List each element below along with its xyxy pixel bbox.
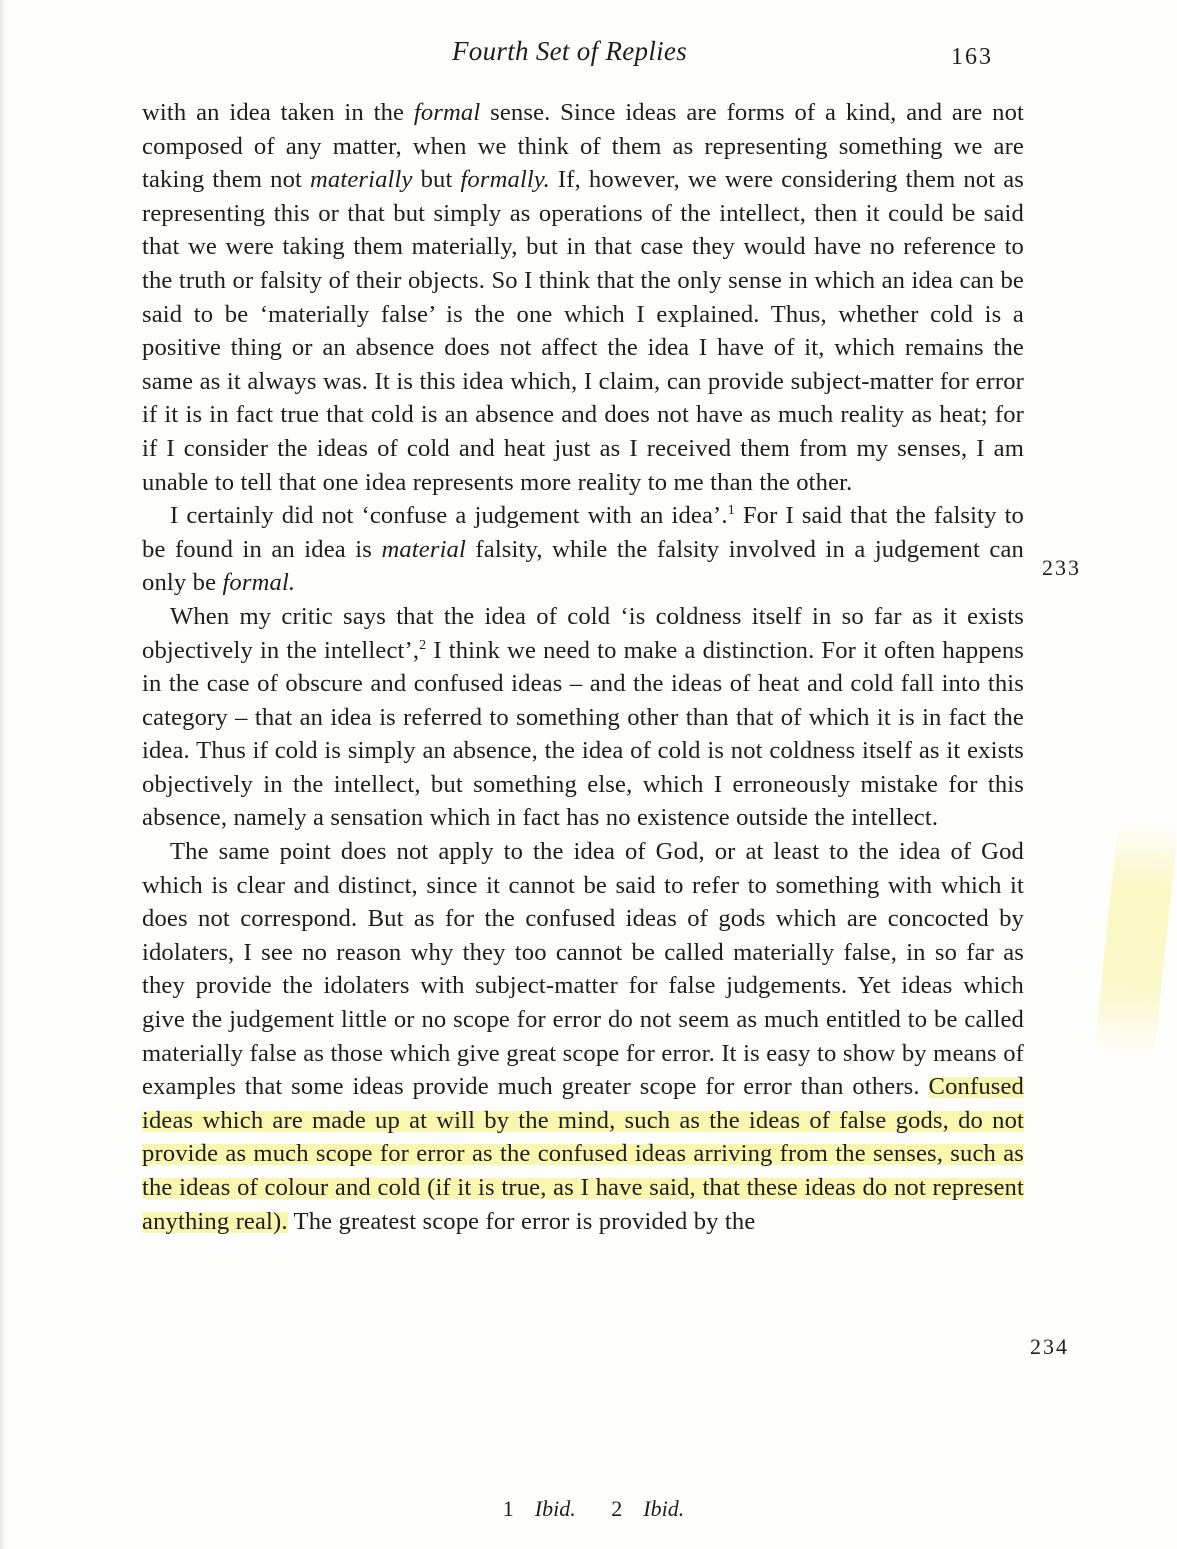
margin-reference-number: 233 — [1042, 555, 1081, 580]
text-run: but — [412, 166, 461, 194]
italic-text: materially — [309, 166, 413, 194]
running-header — [0, 30, 1177, 70]
highlighter-streak — [1094, 818, 1177, 1063]
margin-reference-number: 234 — [1030, 1334, 1069, 1359]
footnote-text: Ibid. — [643, 1496, 685, 1521]
text-run: The greatest scope for error is provided by the — [287, 1207, 756, 1235]
running-title: Fourth Set of Replies — [452, 36, 688, 66]
footnote-text: Ibid. — [534, 1496, 576, 1521]
italic-text: formal — [413, 99, 481, 126]
text-run: sense. Since ideas are forms of a kind, and are not composed of any matter, when we think of them as representing something we are taking them not — [142, 99, 1025, 194]
paragraph — [142, 499, 1024, 600]
page-number: 163 — [951, 44, 993, 70]
paragraph — [142, 600, 1024, 835]
text-run: with an idea taken in the — [142, 99, 414, 126]
italic-text: formal. — [222, 569, 296, 597]
text-run: The same point does not apply to the idea of God, or at least to the idea of God which is clear and distinct, since it cannot be said to refer to something with which it does not correspond. But as for the confused ideas of gods which are concocted by idolaters, I see no reason why they too cannot be called materially false, in so far as they provide the idolaters with subject-matter for false judgements. Yet ideas which give the judgement little or no scope for error do not seem as much entitled to be called materially false as those which give great scope for error. It is easy to show by means of examples that some ideas provide much greater scope for error than others. — [142, 838, 1024, 1101]
text-run: If, however, we were considering them not as representing this or that but simply as operations of the intellect, then it could be said that we were taking them materially, but in that case they would have no reference to the truth or falsity of their objects. So I think that the only sense in which an idea can be said to be ‘materially false’ is the one which I explained. Thus, whether cold is a positive thing or an absence does not affect the idea I have of it, which remains the same as it always was. It is this idea which, I claim, can provide subject-matter for error if it is in fact true that cold is an absence and does not have as much reality as heat; for if I consider the ideas of cold and heat just as I received them from my senses, I am unable to tell that one idea represents more reality to me than the other. — [142, 166, 1025, 496]
paragraph — [142, 96, 1024, 499]
text-run: For I said that the falsity to be found in an idea is — [142, 502, 1024, 563]
footnote-reference: 2 — [419, 637, 427, 653]
highlighted-passage: Confused ideas which are made up at will by the mind, such as the ideas of false gods, do not provide as much scope for error as the confused ideas arriving from the senses, such as the ideas of colour and cold (if it is true, as I have said, that these ideas do not represent anything real). — [142, 1073, 1024, 1235]
page-edge-shadow — [0, 0, 6, 1549]
body-text — [142, 96, 1024, 1238]
footnote-reference: 1 — [727, 502, 735, 518]
footnote-number: 1 — [502, 1496, 514, 1521]
italic-text: material — [381, 535, 466, 563]
footnote — [493, 1496, 576, 1521]
text-run: falsity, while the falsity involved in a judgement can only be — [142, 535, 1024, 597]
footnote — [601, 1496, 684, 1521]
footnotes — [0, 1496, 1177, 1522]
paragraph — [142, 835, 1024, 1238]
text-run: I think we need to make a distinction. For it often happens in the case of obscure and confused ideas – and the ideas of heat and cold fall into this category – that an idea is referred to something other than that of which it is in fact the idea. Thus if cold is simply an absence, the idea of cold is not coldness itself as it exists objectively in the intellect, but something else, which I erroneously mistake for this absence, namely a sensation which in fact has no existence outside the intellect. — [142, 636, 1025, 832]
text-run: I certainly did not ‘confuse a judgement with an idea’. — [170, 502, 728, 530]
footnote-number: 2 — [611, 1496, 623, 1521]
text-run: When my critic says that the idea of cold ‘is coldness itself in so far as it exists objectively in the intellect’, — [142, 602, 1024, 664]
italic-text: formally. — [460, 166, 550, 194]
